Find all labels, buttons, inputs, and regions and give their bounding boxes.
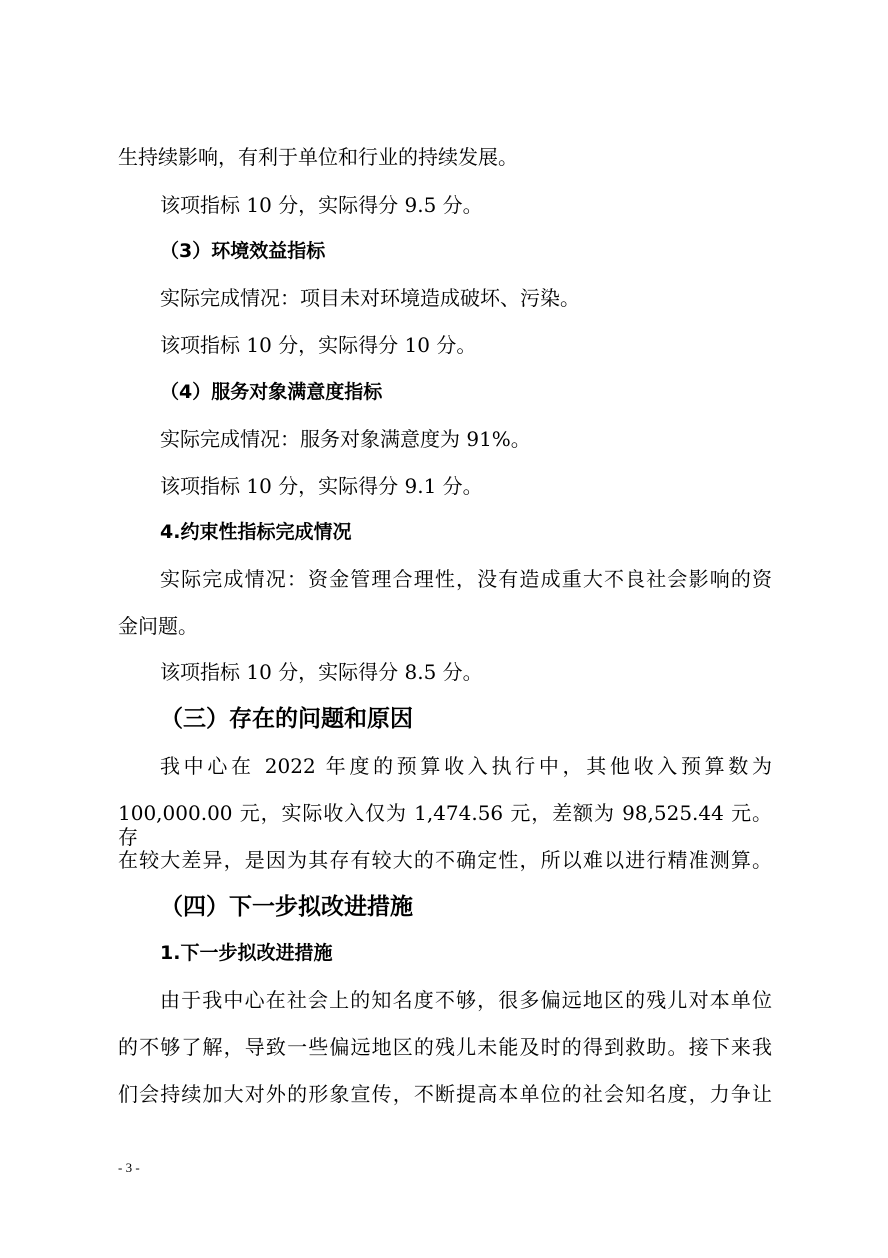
- problems-line-2: 100,000.00 元，实际收入仅为 1,474.56 元，差额为 98,525.44 元。存: [118, 801, 772, 849]
- next-line-2: 的不够了解，导致一些偏远地区的残儿未能及时的得到救助。接下来我: [118, 1035, 772, 1059]
- score-constraint: 该项指标 10 分，实际得分 8.5 分。: [160, 660, 483, 684]
- score-social: 该项指标 10 分，实际得分 9.5 分。: [160, 193, 483, 217]
- constraint-line-1: 实际完成情况：资金管理合理性，没有造成重大不良社会影响的资: [160, 567, 772, 591]
- constraint-line-2: 金问题。: [118, 614, 198, 638]
- heading-environment: （3）环境效益指标: [160, 240, 326, 262]
- page-number: - 3 -: [118, 1160, 140, 1175]
- problems-line-3: 在较大差异，是因为其存有较大的不确定性，所以难以进行精准测算。: [118, 848, 772, 872]
- score-environment: 该项指标 10 分，实际得分 10 分。: [160, 333, 477, 357]
- next-line-1: 由于我中心在社会上的知名度不够，很多偏远地区的残儿对本单位: [160, 988, 772, 1012]
- heading-constraint: 4.约束性指标完成情况: [160, 521, 352, 543]
- satisfaction-actual: 实际完成情况：服务对象满意度为 91%。: [160, 427, 531, 451]
- paragraph-continuation: 生持续影响，有利于单位和行业的持续发展。: [118, 145, 518, 169]
- heading-next-steps: （四）下一步拟改进措施: [160, 894, 413, 920]
- heading-satisfaction: （4）服务对象满意度指标: [160, 381, 383, 403]
- problems-line-1: 我中心在 2022 年度的预算收入执行中，其他收入预算数为: [160, 754, 772, 778]
- next-line-3: 们会持续加大对外的形象宣传，不断提高本单位的社会知名度，力争让: [118, 1082, 772, 1106]
- environment-actual: 实际完成情况：项目未对环境造成破坏、污染。: [160, 286, 580, 310]
- score-satisfaction: 该项指标 10 分，实际得分 9.1 分。: [160, 474, 483, 498]
- heading-next-steps-sub: 1.下一步拟改进措施: [160, 942, 333, 964]
- heading-problems: （三）存在的问题和原因: [160, 706, 413, 732]
